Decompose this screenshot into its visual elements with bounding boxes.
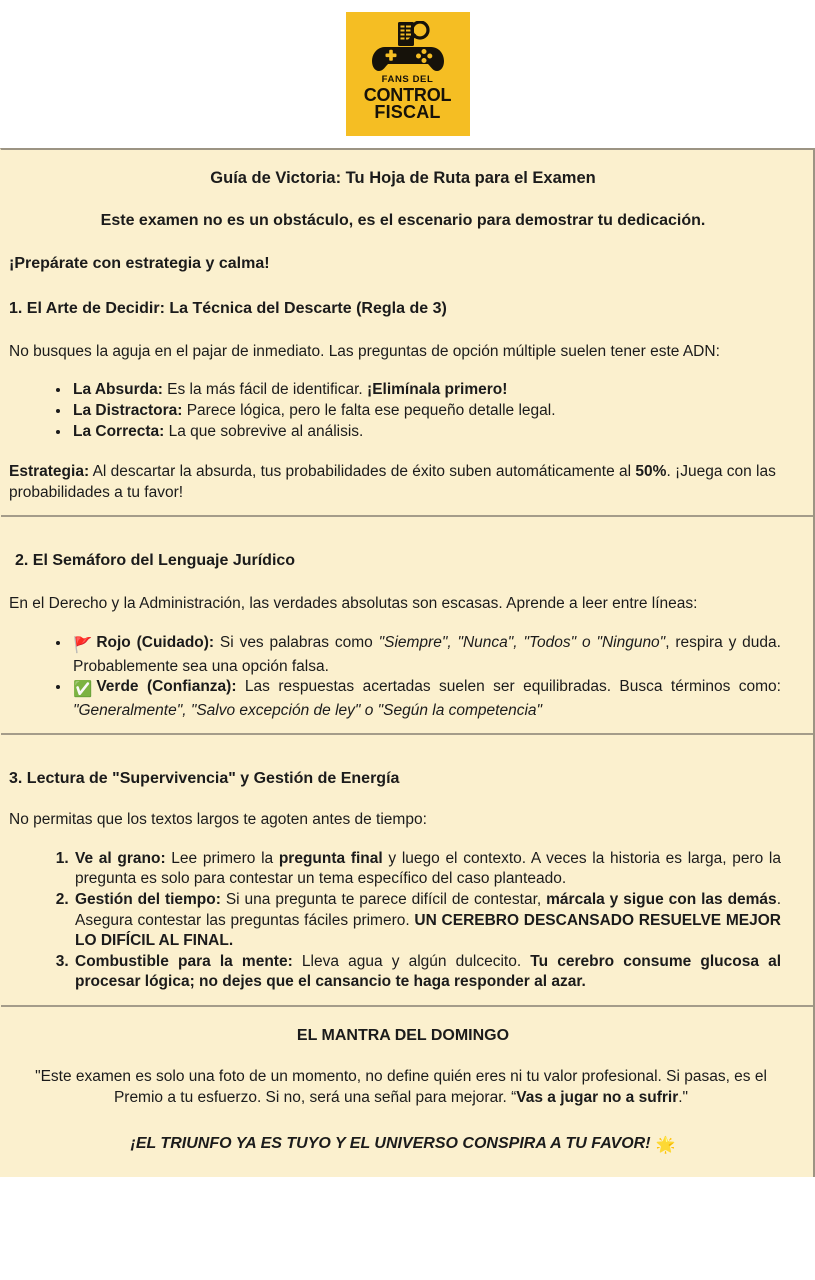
section-2-intro: En el Derecho y la Administración, las verdades absolutas son escasas. Aprende a leer entre líneas: xyxy=(9,595,698,613)
section-1-heading: 1. El Arte de Decidir: La Técnica del Descarte (Regla de 3) xyxy=(9,300,447,318)
list-item-part: Lee primero la xyxy=(165,849,279,867)
list-item-part-bold: Tu cerebro consume glucosa al procesar lógica; no dejes que el cansancio te haga responder al azar. xyxy=(75,952,782,991)
strategy-percent: 50% xyxy=(635,463,667,481)
mantra-quote xyxy=(15,1067,787,1108)
section-1-intro: No busques la aguja en el pajar de inmediato. Las preguntas de opción múltiple suelen tener este ADN: xyxy=(9,342,720,360)
brand-logo xyxy=(346,12,470,136)
list-item-text: La que sobrevive al análisis. xyxy=(164,422,364,440)
list-item-part-bold: márcala y sigue con las demás xyxy=(546,890,777,908)
mantra-quote-bold: Vas a jugar no a sufrir xyxy=(516,1088,679,1106)
strategy-label: Estrategia: xyxy=(9,463,90,481)
list-item-term: Ve al grano: xyxy=(75,849,166,867)
green-check-icon: ✅ xyxy=(73,681,93,699)
red-term: Rojo (Cuidado): xyxy=(96,633,215,651)
section-3-intro: No permitas que los textos largos te agoten antes de tiempo: xyxy=(9,811,427,829)
list-item-term: Combustible para la mente: xyxy=(75,952,293,970)
logo-wordmark-line3: FISCAL xyxy=(374,101,441,122)
logo-wordmark xyxy=(364,75,452,121)
logo-wordmark-line1: FANS DEL xyxy=(381,74,434,85)
section-2-heading: 2. El Semáforo del Lenguaje Jurídico xyxy=(15,552,296,570)
gamepad-audit-logo-icon xyxy=(371,21,445,73)
section-mantra xyxy=(1,1005,813,1177)
list-item-term: La Correcta: xyxy=(73,422,165,440)
section-1-list xyxy=(9,380,797,442)
list-item-part: . Asegura contestar las preguntas fáciles primero. xyxy=(75,890,781,929)
mantra-title: EL MANTRA DEL DOMINGO xyxy=(296,1027,510,1044)
list-item xyxy=(71,633,781,677)
list-item-part-bold: pregunta final xyxy=(278,849,383,867)
list-item xyxy=(71,422,781,443)
strategy-text-a: Al descartar la absurda, tus probabilidades de éxito suben automáticamente al xyxy=(89,463,636,481)
section-3 xyxy=(1,733,813,1005)
section-1-strategy xyxy=(9,462,783,503)
sparkle-sun-icon: 🌟 xyxy=(655,1137,676,1155)
list-item xyxy=(71,677,781,721)
logo-band xyxy=(0,0,815,148)
mantra-final xyxy=(9,1134,797,1157)
red-flag-icon: 🚩 xyxy=(73,636,93,654)
green-text-a: Las respuestas acertadas suelen ser equilibradas. Busca términos como: xyxy=(236,678,781,696)
mantra-quote-a: "Este examen es solo una foto de un momento, no define quién eres ni tu valor profesional. Si pasas, es el Premio a tu esfuerzo. Si no, será una señal para mejorar. “ xyxy=(35,1068,767,1106)
section-3-list xyxy=(9,849,797,993)
section-2 xyxy=(1,515,813,733)
list-item-term: La Distractora: xyxy=(73,402,183,420)
section-3-heading: 3. Lectura de "Supervivencia" y Gestión de Energía xyxy=(9,770,400,788)
red-text-a: Si ves palabras como xyxy=(214,633,379,651)
list-item-text: Parece lógica, pero le falta ese pequeño detalle legal. xyxy=(182,402,556,420)
list-item-term: Gestión del tiempo: xyxy=(75,890,221,908)
green-term: Verde (Confianza): xyxy=(96,678,237,696)
list-item xyxy=(71,380,781,401)
strategy-text-b: . ¡Juega con las probabilidades a tu favor! xyxy=(9,463,776,501)
logo-wordmark-line2: CONTROL xyxy=(363,84,452,105)
list-item-part: y luego el contexto. A veces la historia es larga, pero la pregunta es solo para contestar un tema específico del caso planteado. xyxy=(75,849,781,888)
list-item-part: Lleva agua y algún dulcecito. xyxy=(292,952,531,970)
list-item-part-bold: UN CEREBRO DESCANSADO RESUELVE MEJOR LO DIFÍCIL AL FINAL. xyxy=(75,911,781,950)
green-quoted: "Generalmente", "Salvo excepción de ley" o "Según la competencia" xyxy=(73,701,543,719)
red-text-b: , respira y duda. Probablemente sea una opción falsa. xyxy=(73,633,781,675)
list-item-text: Es la más fácil de identificar. xyxy=(162,381,368,399)
mantra-final-text: ¡EL TRIUNFO YA ES TUYO Y EL UNIVERSO CONSPIRA A TU FAVOR! xyxy=(130,1135,651,1153)
list-item xyxy=(73,952,781,993)
list-item-emphasis: ¡Elimínala primero! xyxy=(367,381,508,399)
list-item-part: Si una pregunta te parece difícil de contestar, xyxy=(220,890,547,908)
list-item xyxy=(73,890,781,952)
red-quoted: "Siempre", "Nunca", "Todos" o "Ninguno" xyxy=(378,633,666,651)
guide-document xyxy=(0,148,815,1177)
section-2-list xyxy=(9,633,797,721)
document-lede: Este examen no es un obstáculo, es el escenario para demostrar tu dedicación. xyxy=(100,212,706,230)
list-item xyxy=(71,401,781,422)
list-item-term: La Absurda: xyxy=(73,381,163,399)
document-callout: ¡Prepárate con estrategia y calma! xyxy=(9,255,270,273)
section-intro-and-1 xyxy=(1,150,813,515)
list-item xyxy=(73,849,781,890)
page-title: Guía de Victoria: Tu Hoja de Ruta para el Examen xyxy=(210,169,596,187)
mantra-quote-b: ." xyxy=(678,1088,689,1106)
